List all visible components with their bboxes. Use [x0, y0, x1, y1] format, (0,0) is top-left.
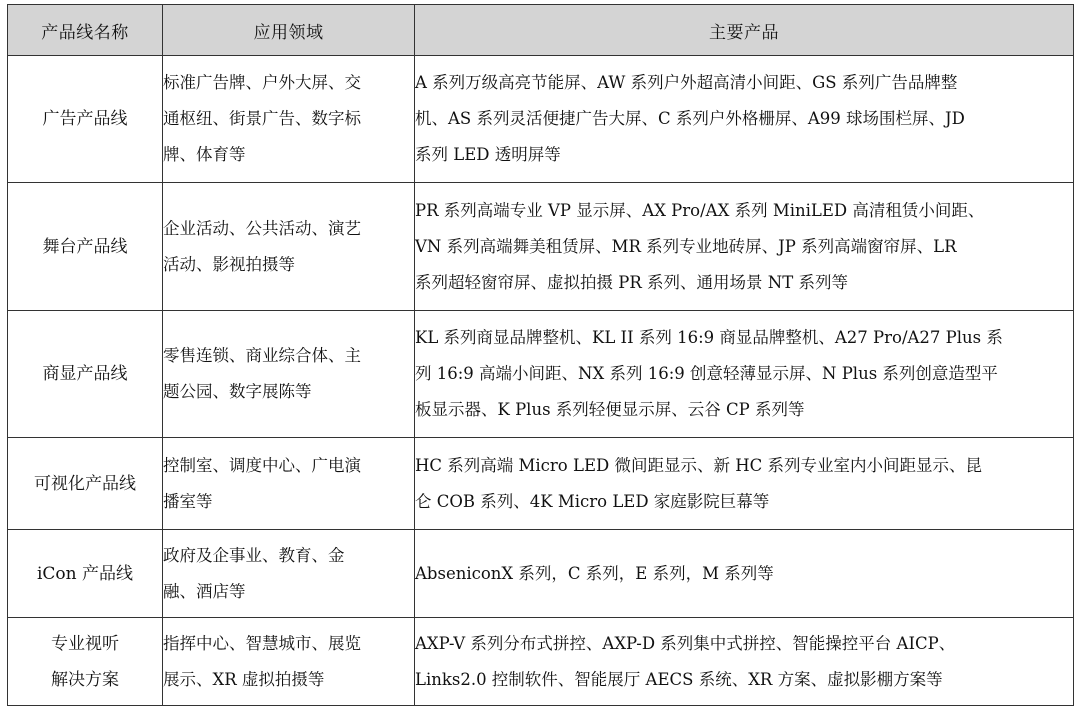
- field-line: 政府及企事业、教育、金: [163, 545, 345, 565]
- application-field: [163, 530, 415, 618]
- product-line: AbseniconX 系列，C 系列，E 系列，M 系列等: [415, 563, 774, 583]
- field-line: 展示、XR 虚拟拍摄等: [163, 669, 325, 689]
- main-products: [415, 183, 1074, 311]
- application-field: [163, 56, 415, 183]
- field-line: 指挥中心、智慧城市、展览: [163, 633, 361, 653]
- application-field: [163, 618, 415, 706]
- product-line-table: [7, 4, 1074, 706]
- field-line: 企业活动、公共活动、演艺: [163, 218, 361, 238]
- product-line: Links2.0 控制软件、智能展厅 AECS 系统、XR 方案、虚拟影棚方案等: [415, 669, 943, 689]
- header-row: [8, 5, 1074, 56]
- name-line: 舞台产品线: [42, 236, 128, 257]
- product-line-name: [8, 530, 163, 618]
- name-line: 专业视听: [51, 633, 119, 654]
- field-line: 控制室、调度中心、广电演: [163, 455, 361, 475]
- field-line: 通枢纽、街景广告、数字标: [163, 109, 361, 128]
- product-line: HC 系列高端 Micro LED 微间距显示、新 HC 系列专业室内小间距显示、昆: [415, 455, 982, 475]
- main-products: [415, 618, 1074, 706]
- product-line: 系列 LED 透明屏等: [415, 145, 561, 164]
- product-line-name: [8, 56, 163, 183]
- main-products: [415, 56, 1074, 183]
- product-line-name: [8, 183, 163, 311]
- name-line: 解决方案: [51, 669, 119, 690]
- product-line: 机、AS 系列灵活便捷广告大屏、C 系列户外格栅屏、A99 球场围栏屏、JD: [415, 109, 965, 128]
- header-field: 应用领域: [163, 5, 415, 56]
- header-name: 产品线名称: [8, 5, 163, 56]
- table-row: [8, 438, 1074, 530]
- name-line: 可视化产品线: [34, 473, 136, 494]
- application-field: [163, 438, 415, 530]
- name-line: 广告产品线: [42, 109, 128, 129]
- field-line: 播室等: [163, 491, 213, 511]
- field-line: 题公园、数字展陈等: [163, 382, 312, 401]
- product-line-name: [8, 311, 163, 438]
- name-line: 商显产品线: [42, 364, 128, 384]
- product-line: KL 系列商显品牌整机、KL II 系列 16:9 商显品牌整机、A27 Pro/A27 Plus 系: [415, 328, 1003, 347]
- product-line: 仑 COB 系列、4K Micro LED 家庭影院巨幕等: [415, 491, 770, 511]
- table-row: [8, 311, 1074, 438]
- product-line: AXP-V 系列分布式拼控、AXP-D 系列集中式拼控、智能操控平台 AICP、: [415, 633, 956, 653]
- product-line: PR 系列高端专业 VP 显示屏、AX Pro/AX 系列 MiniLED 高清租赁小间距、: [415, 200, 985, 220]
- product-line: 列 16:9 高端小间距、NX 系列 16:9 创意轻薄显示屏、N Plus 系列创意造型平: [415, 364, 998, 383]
- product-line: A 系列万级高亮节能屏、AW 系列户外超高清小间距、GS 系列广告品牌整: [415, 73, 958, 92]
- field-line: 标准广告牌、户外大屏、交: [163, 73, 361, 92]
- field-line: 零售连锁、商业综合体、主: [163, 346, 361, 365]
- field-line: 活动、影视拍摄等: [163, 254, 295, 274]
- product-line-name: [8, 618, 163, 706]
- field-line: 融、酒店等: [163, 581, 246, 601]
- table-row: [8, 183, 1074, 311]
- application-field: [163, 311, 415, 438]
- main-products: [415, 530, 1074, 618]
- product-line: 板显示器、K Plus 系列轻便显示屏、云谷 CP 系列等: [415, 400, 805, 419]
- main-products: [415, 311, 1074, 438]
- table-row: [8, 530, 1074, 618]
- header-products: 主要产品: [415, 5, 1074, 56]
- product-line: 系列超轻窗帘屏、虚拟拍摄 PR 系列、通用场景 NT 系列等: [415, 272, 848, 292]
- table-row: [8, 56, 1074, 183]
- main-products: [415, 438, 1074, 530]
- application-field: [163, 183, 415, 311]
- table-row: [8, 618, 1074, 706]
- product-line-name: [8, 438, 163, 530]
- field-line: 牌、体育等: [163, 145, 246, 164]
- product-line: VN 系列高端舞美租赁屏、MR 系列专业地砖屏、JP 系列高端窗帘屏、LR: [415, 236, 957, 256]
- name-line: iCon 产品线: [36, 563, 134, 584]
